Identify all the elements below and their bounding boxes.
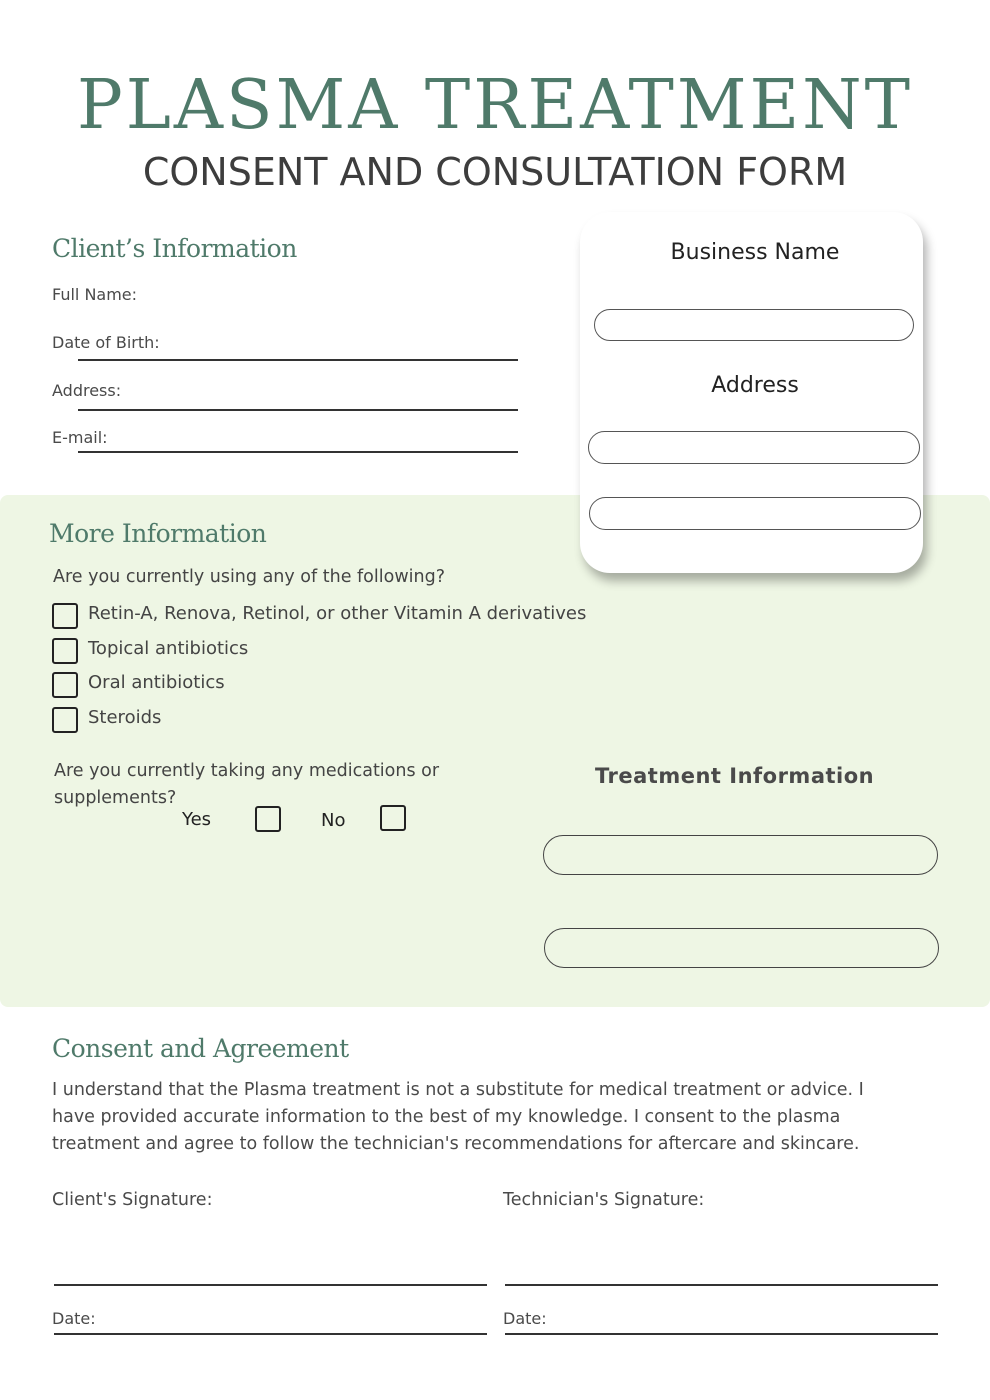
steroids-checkbox[interactable] xyxy=(52,707,78,733)
consent-text-line-2: have provided accurate information to the best of my knowledge. I consent to the plasma xyxy=(52,1107,841,1127)
business-address-field-1[interactable] xyxy=(588,431,920,464)
page-subtitle: CONSENT AND CONSULTATION FORM xyxy=(142,150,848,194)
treatment-info-field-1[interactable] xyxy=(543,835,938,875)
treatment-info-field-2[interactable] xyxy=(544,928,939,968)
address-line[interactable] xyxy=(78,409,518,411)
technician-signature-label: Technician's Signature: xyxy=(503,1190,705,1210)
date-of-birth-line[interactable] xyxy=(78,359,518,361)
client-signature-line[interactable] xyxy=(54,1284,487,1286)
client-date-label: Date: xyxy=(52,1309,96,1328)
no-label: No xyxy=(321,810,346,831)
current-use-question: Are you currently using any of the following? xyxy=(53,567,445,587)
consent-text-line-1: I understand that the Plasma treatment is not a substitute for medical treatment or advice. I xyxy=(52,1080,864,1100)
retin-a-checkbox[interactable] xyxy=(52,603,78,629)
yes-label: Yes xyxy=(182,809,212,830)
technician-date-label: Date: xyxy=(503,1309,547,1328)
page-title: PLASMA TREATMENT xyxy=(76,66,913,145)
email-line[interactable] xyxy=(78,451,518,453)
full-name-label: Full Name: xyxy=(52,285,138,304)
topical-antibiotics-option-label: Topical antibiotics xyxy=(88,638,249,659)
technician-signature-line[interactable] xyxy=(505,1284,938,1286)
medications-question-line-2: supplements? xyxy=(54,788,177,808)
oral-antibiotics-checkbox[interactable] xyxy=(52,672,78,698)
consent-heading: Consent and Agreement xyxy=(52,1034,349,1063)
treatment-info-heading: Treatment Information xyxy=(595,764,875,788)
client-info-heading: Client’s Information xyxy=(52,234,297,263)
technician-date-line[interactable] xyxy=(505,1333,938,1335)
client-signature-label: Client's Signature: xyxy=(52,1190,213,1210)
business-address-label: Address xyxy=(711,373,799,398)
no-checkbox[interactable] xyxy=(380,805,406,831)
more-info-heading: More Information xyxy=(49,519,267,548)
client-date-line[interactable] xyxy=(54,1333,487,1335)
topical-antibiotics-checkbox[interactable] xyxy=(52,638,78,664)
business-address-field-2[interactable] xyxy=(589,497,921,530)
oral-antibiotics-option-label: Oral antibiotics xyxy=(88,672,225,693)
date-of-birth-label: Date of Birth: xyxy=(52,333,160,352)
consent-text-line-3: treatment and agree to follow the technician's recommendations for aftercare and skincare. xyxy=(52,1134,860,1154)
email-label: E-mail: xyxy=(52,428,108,447)
address-label: Address: xyxy=(52,381,122,400)
business-name-field[interactable] xyxy=(594,309,914,341)
yes-checkbox[interactable] xyxy=(255,806,281,832)
steroids-option-label: Steroids xyxy=(88,707,162,728)
business-name-label: Business Name xyxy=(670,240,840,265)
medications-question-line-1: Are you currently taking any medications or xyxy=(54,761,440,781)
retin-a-option-label: Retin-A, Renova, Retinol, or other Vitamin A derivatives xyxy=(88,603,587,624)
business-card xyxy=(580,212,923,573)
